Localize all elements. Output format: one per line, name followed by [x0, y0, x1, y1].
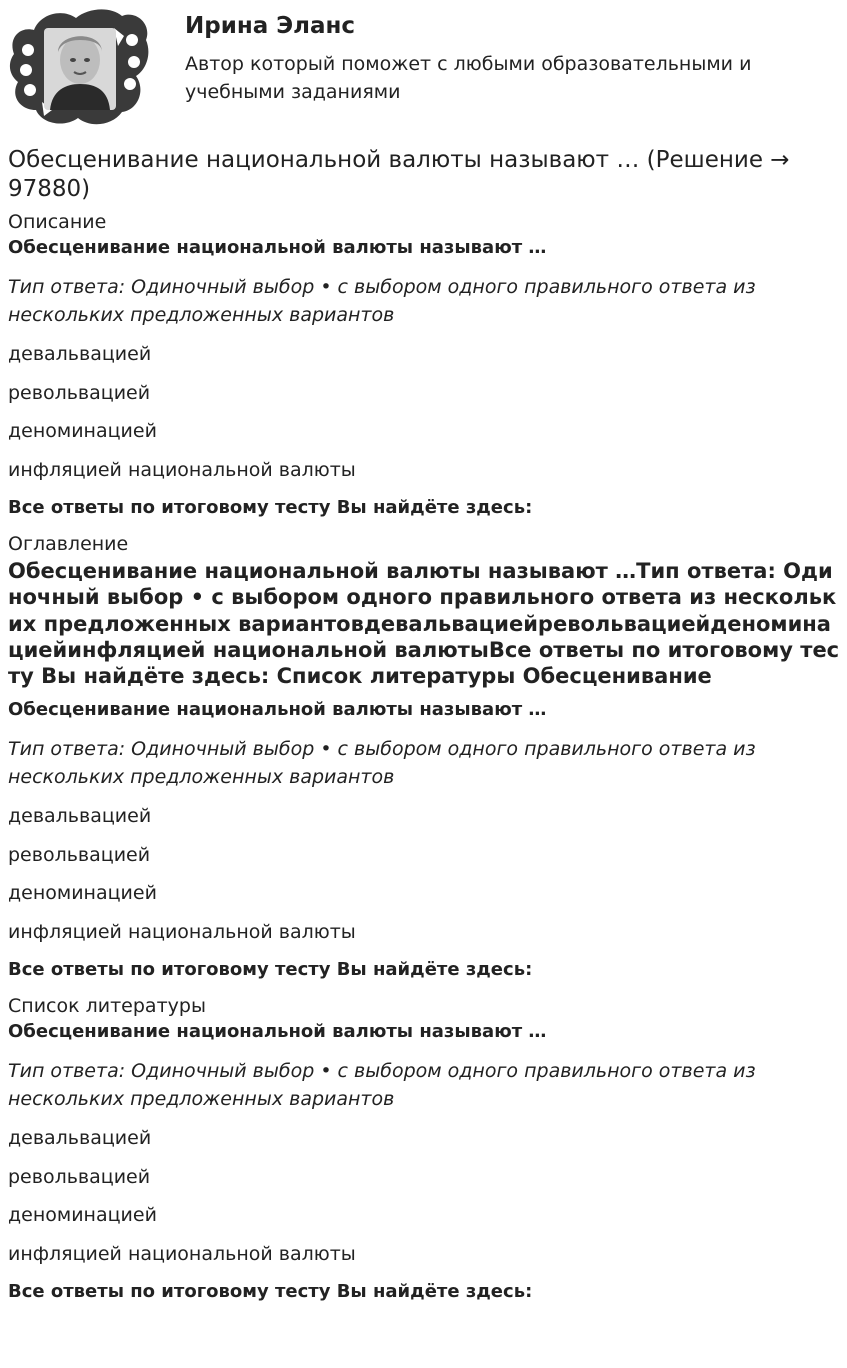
toc-text: Обесценивание национальной валюты называют …Тип ответа: Одиночный выбор • с выбором одного правильного ответа из нескольких предложенных вариантовдевальвациейревольвациейденоминациейинфляцией национальной валютыВсе ответы по итоговому тесту Вы найдёте здесь: Список литературы Обесценивание [8, 559, 840, 689]
option-item: револьвацией [8, 843, 151, 866]
description-label: Описание [8, 211, 107, 233]
option-item: деноминацией [8, 882, 157, 905]
option-item: револьвацией [8, 1165, 151, 1188]
option-item: девальвацией [8, 1127, 152, 1150]
literature-label: Список литературы [8, 995, 206, 1018]
main-content [8, 146, 840, 1316]
option-item: инфляцией национальной валюты [8, 1242, 356, 1265]
all-answers-text: Все ответы по итоговому тесту Вы найдёте здесь: [8, 1281, 533, 1303]
option-item: инфляцией национальной валюты [8, 920, 356, 943]
description-section [8, 210, 840, 521]
question-text: Обесценивание национальной валюты называют … [8, 1021, 547, 1043]
option-item: девальвацией [8, 805, 152, 828]
all-answers-text: Все ответы по итоговому тесту Вы найдёте здесь: [8, 497, 533, 518]
author-avatar-icon[interactable] [6, 6, 152, 128]
question-text: Обесценивание национальной валюты называют … [8, 699, 547, 721]
option-item: револьвацией [8, 381, 151, 404]
toc-section [8, 532, 840, 983]
answer-type-text: Тип ответа: Одиночный выбор • с выбором одного правильного ответа из нескольких предложенных вариантов [8, 276, 756, 326]
author-header [0, 0, 847, 130]
option-item: девальвацией [8, 343, 152, 365]
page-title: Обесценивание национальной валюты называют … (Решение → 97880) [8, 147, 790, 202]
option-item: деноминацией [8, 1204, 157, 1227]
option-item: деноминацией [8, 420, 157, 442]
all-answers-text: Все ответы по итоговому тесту Вы найдёте здесь: [8, 959, 533, 981]
option-item: инфляцией национальной валюты [8, 458, 356, 481]
toc-label: Оглавление [8, 533, 129, 555]
literature-section [8, 994, 840, 1305]
question-text: Обесценивание национальной валюты называют … [8, 237, 547, 258]
author-name[interactable]: Ирина Эланс [185, 13, 356, 39]
answer-type-text: Тип ответа: Одиночный выбор • с выбором одного правильного ответа из нескольких предложенных вариантов [8, 738, 756, 789]
author-description: Автор который поможет с любыми образовательными и учебными заданиями [185, 53, 752, 103]
answer-type-text: Тип ответа: Одиночный выбор • с выбором одного правильного ответа из нескольких предложенных вариантов [8, 1060, 756, 1111]
